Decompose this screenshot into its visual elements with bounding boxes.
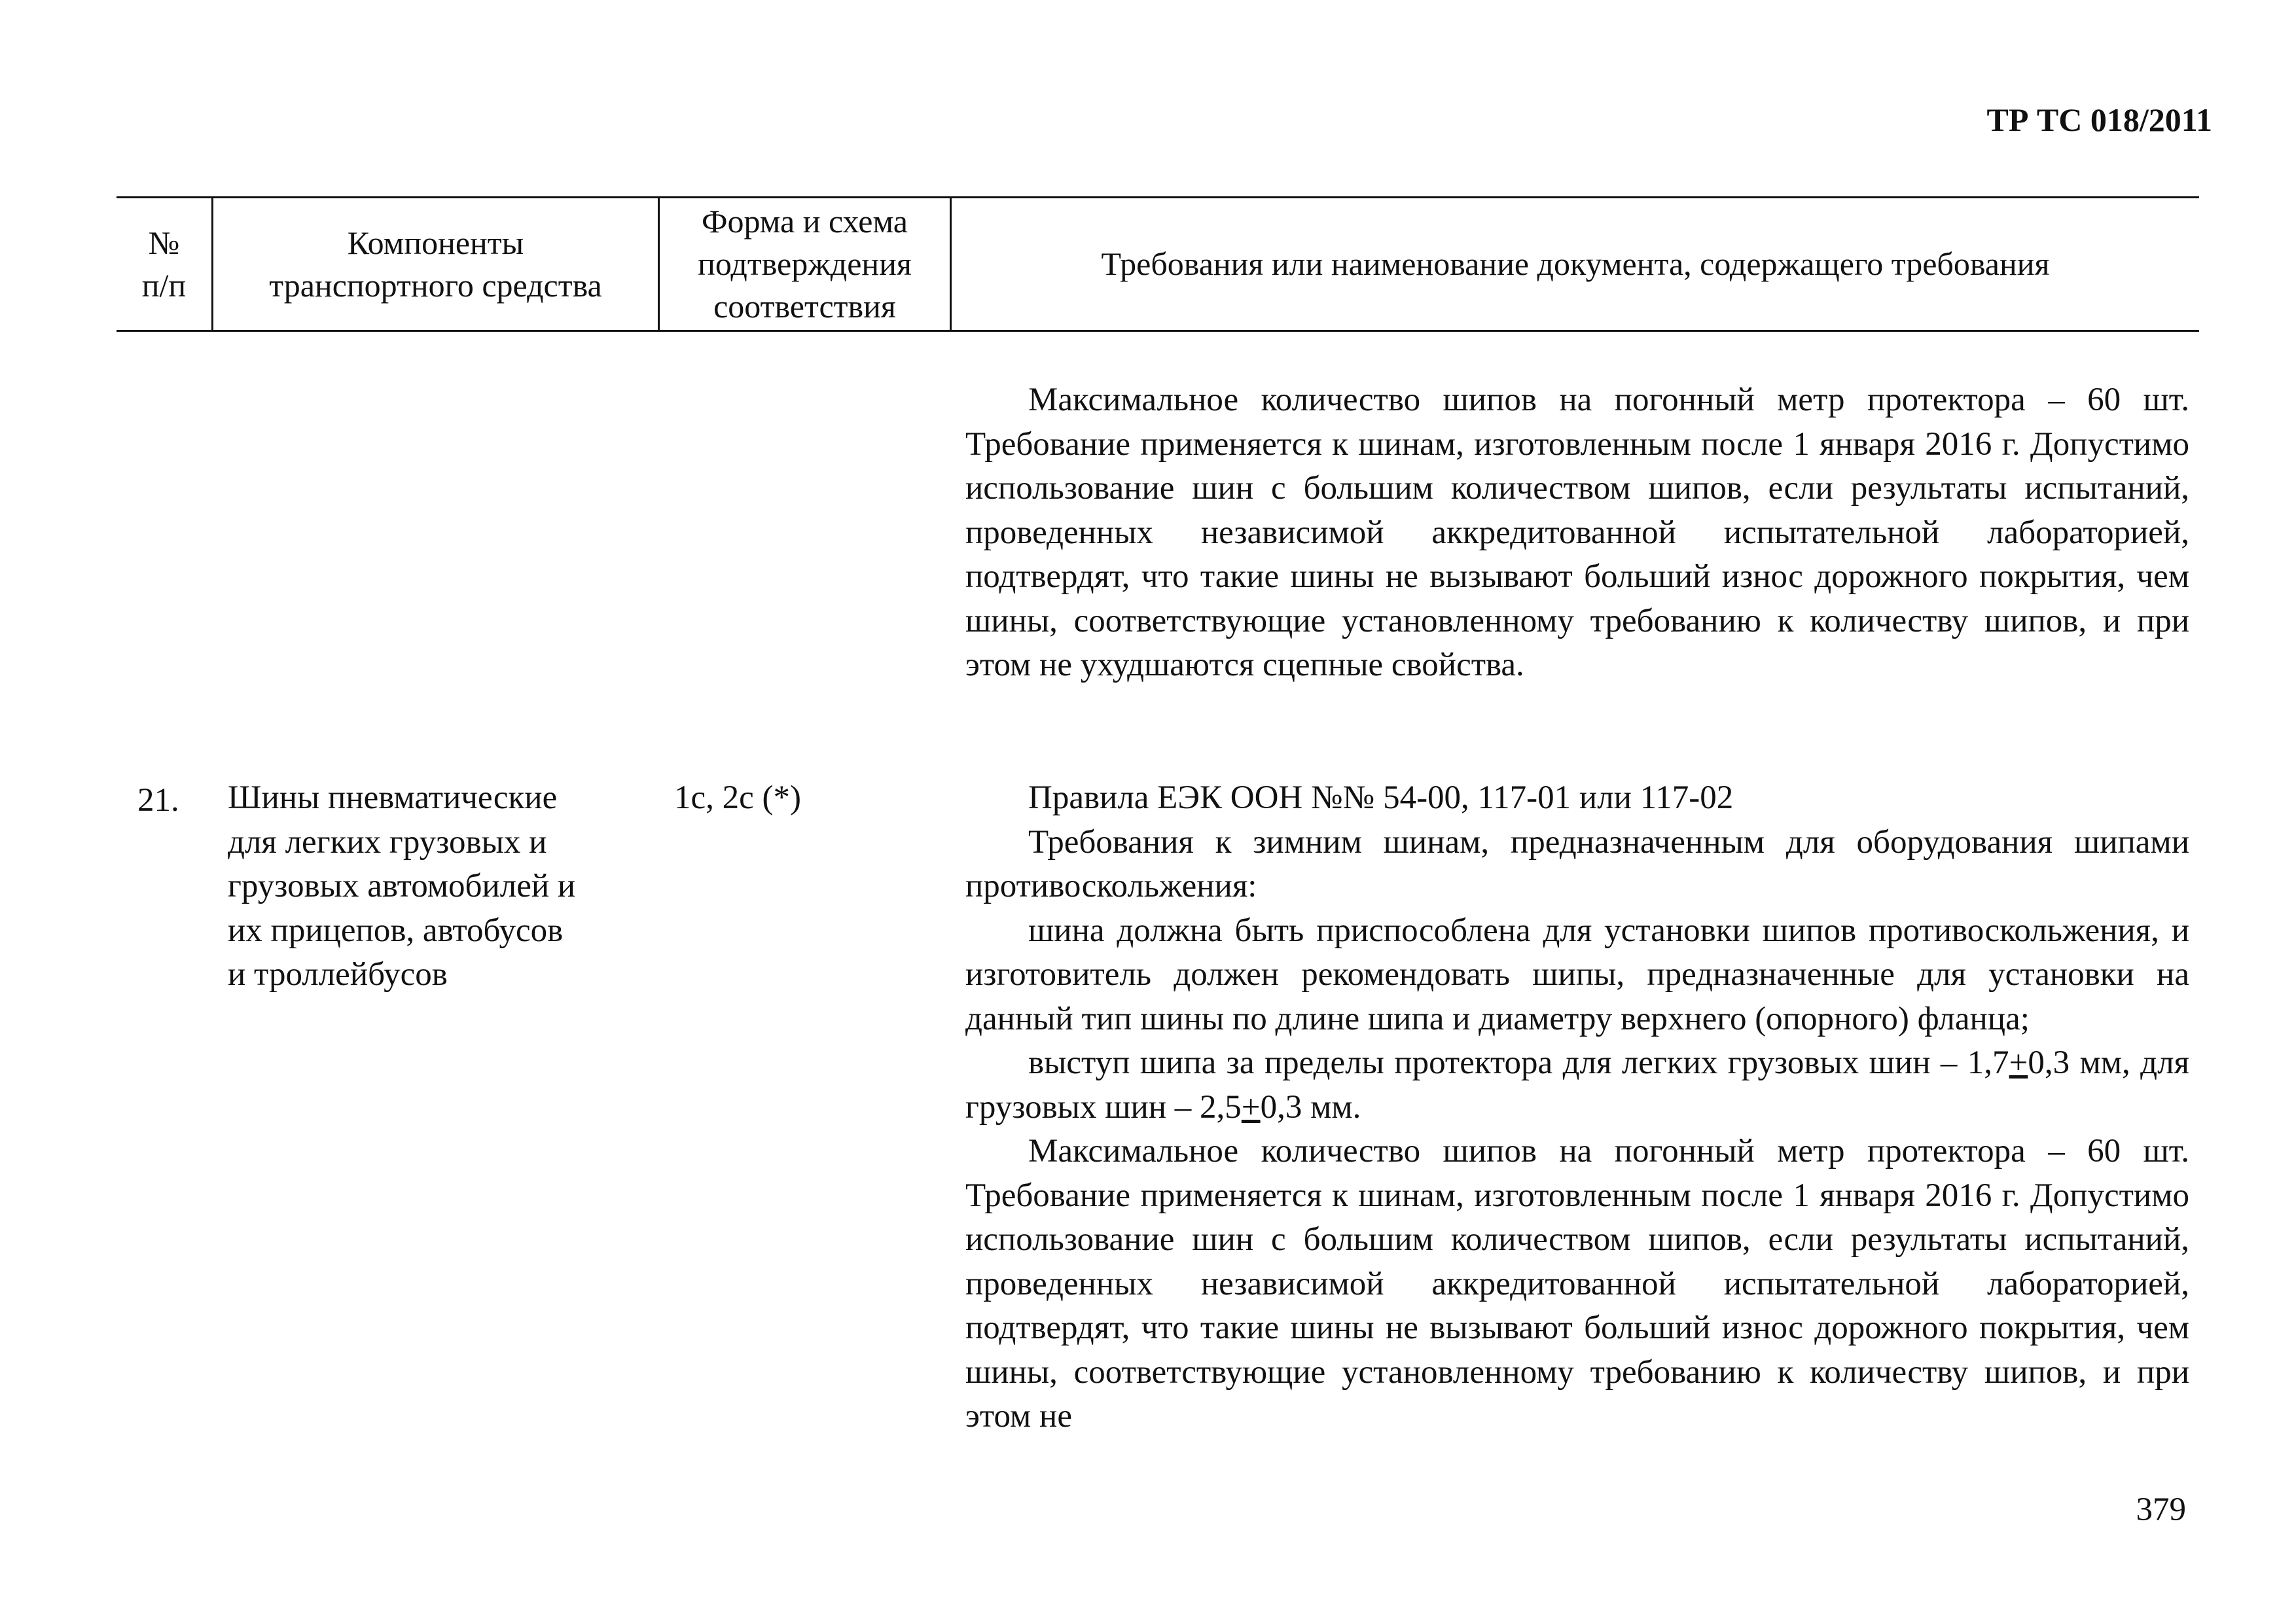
protrusion-text-b: 0,3 мм, для грузовых шин – 2,5: [965, 1044, 2190, 1126]
row-21-winter-intro: Требования к зимним шинам, предназначенным для оборудования шипами противоскольжения:: [965, 823, 2189, 904]
header-cell-components: [213, 198, 660, 330]
protrusion-text-a: выступ шипа за пределы протектора для легких грузовых шин – 1,7: [1028, 1044, 2009, 1081]
row-21-tire-adapted: шина должна быть приспособлена для установки шипов противоскольжения, и изготовитель должен рекомендовать шипы, предназначенные для установки на данный тип шины по длине шипа и диаметру верхнего (опорного) фланца;: [965, 912, 2189, 1037]
plus-minus-sign: +: [2009, 1044, 2028, 1081]
row-21-components: Шины пневматические для легких грузовых и грузовых автомобилей и их прицепов, автобусов и троллейбусов: [228, 779, 576, 993]
header-components-label: Компоненты транспортного средства: [269, 224, 602, 304]
table-header-bottom-rule: [117, 330, 2199, 332]
row-21-max-studs: Максимальное количество шипов на погонный метр протектора – 60 шт. Требование применяется к шинам, изготовленным после 1 января 2016 г. Допустимо использование шин с большим количеством шипов, если результаты испытаний, проведенных независимой аккредитованной испытательной лабораторией, подтвердят, что такие шины не вызывают больший износ дорожного покрытия, чем шины, соответствующие установленному требованию к количеству шипов, и при этом не: [965, 1133, 2189, 1435]
row-21-number: 21.: [137, 782, 179, 819]
page-number: 379: [2136, 1491, 2186, 1528]
header-number-label: № п/п: [141, 224, 187, 304]
row-21-form: 1с, 2с (*): [674, 779, 801, 816]
row-21-rules: Правила ЕЭК ООН №№ 54-00, 117-01 или 117-02: [1028, 779, 1734, 816]
protrusion-text-c: 0,3 мм.: [1260, 1088, 1361, 1126]
header-cell-requirements: [952, 198, 2199, 330]
header-cell-number: [117, 198, 213, 330]
header-form-label: Форма и схема подтверждения соответствия: [698, 203, 912, 325]
header-requirements-label: Требования или наименование документа, содержащего требования: [1101, 245, 2050, 282]
continuation-paragraph: Максимальное количество шипов на погонный метр протектора – 60 шт. Требование применяется к шинам, изготовленным после 1 января 2016 г. Допустимо использование шин с большим количеством шипов, если результаты испытаний, проведенных независимой аккредитованной испытательной лабораторией, подтвердят, что такие шины не вызывают больший износ дорожного покрытия, чем шины, соответствующие установленному требованию к количеству шипов, и при этом не ухудшаются сцепные свойства.: [965, 382, 2189, 683]
document-code: ТР ТС 018/2011: [1986, 101, 2212, 138]
row-21-requirements-cell: [965, 776, 2189, 1439]
plus-minus-sign: +: [1241, 1088, 1261, 1126]
continuation-requirements-cell: [965, 378, 2189, 688]
row-21-protrusion: [965, 1041, 2189, 1130]
header-cell-form: [660, 198, 952, 330]
